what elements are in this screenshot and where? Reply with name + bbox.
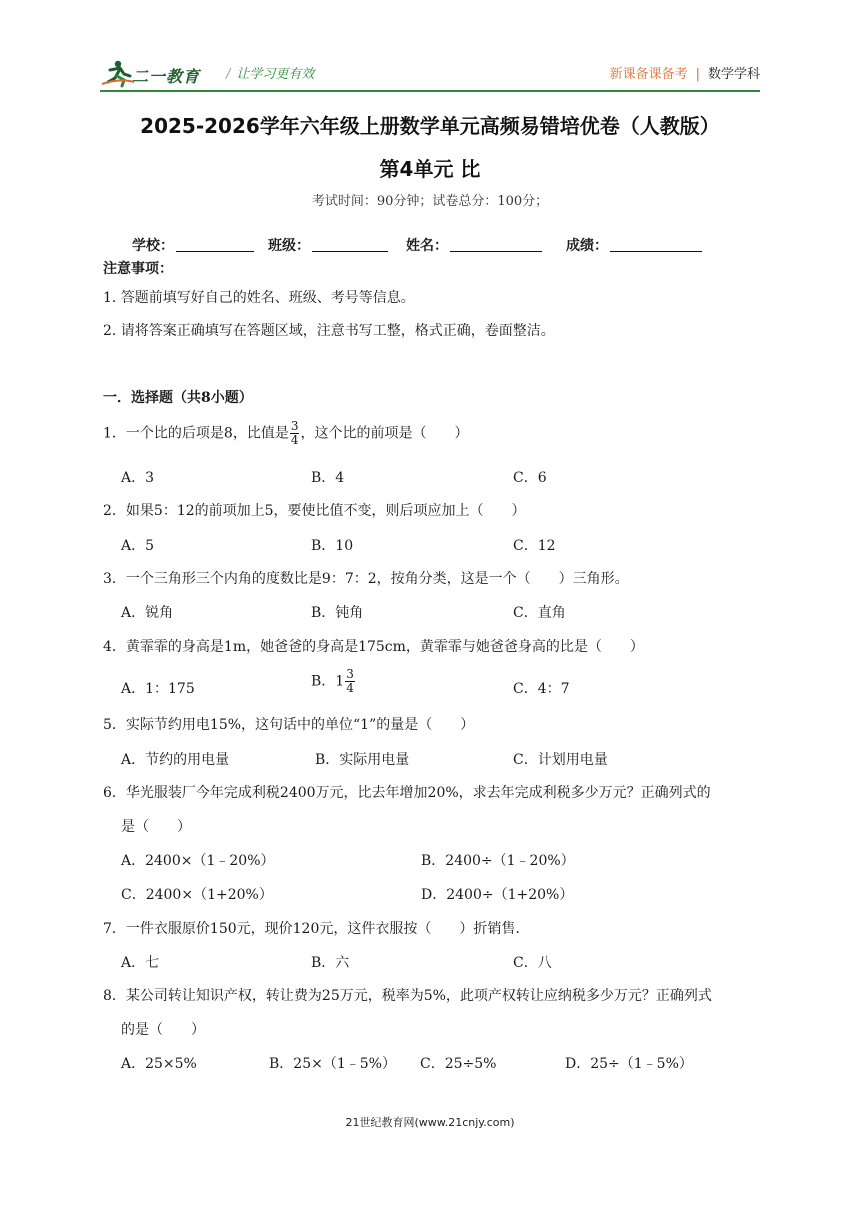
question-3: 3．一个三角形三个内角的度数比是9：7：2，按角分类，这是一个（ ）三角形。 [103, 571, 629, 587]
question-6: 6．华光服装厂今年完成利税2400万元，比去年增加20%，求去年完成利税多少万元？正确列式的 [103, 785, 711, 801]
option-b[interactable] [311, 668, 356, 695]
class-field[interactable] [268, 235, 388, 255]
option-c[interactable]: C．6 [513, 470, 547, 486]
question-7: 7．一件衣服原价150元，现价120元，这件衣服按（ ）折销售. [103, 921, 520, 937]
page-header [100, 58, 760, 92]
question-6-cont: 是（ ） [121, 819, 191, 835]
question-text: 1．一个比的后项是8，比值是 [103, 425, 289, 442]
option-b-whole: B．1 [311, 673, 345, 690]
option-a[interactable]: A．节约的用电量 [121, 752, 230, 768]
fraction [290, 420, 300, 447]
slogan [226, 63, 314, 82]
logo-text: 二一教育 [132, 67, 201, 86]
option-c[interactable]: C．计划用电量 [513, 752, 608, 768]
option-b[interactable]: B．六 [311, 955, 350, 971]
option-c[interactable]: C．2400×（1+20%） [121, 887, 273, 903]
exam-info: 考试时间：90分钟；试卷总分：100分； [311, 194, 549, 209]
header-tag: 新课备课备考 [609, 67, 688, 82]
option-b[interactable]: B．4 [311, 470, 345, 486]
note-item: 2. 请将答案正确填写在答题区域，注意书写工整，格式正确，卷面整洁。 [103, 323, 555, 339]
fraction-denominator: 4 [346, 681, 354, 695]
fraction-numerator: 3 [290, 419, 299, 433]
option-a[interactable]: A．5 [121, 538, 155, 554]
option-c[interactable]: C．直角 [513, 605, 566, 621]
option-a[interactable]: A．2400×（1﹣20%） [121, 853, 275, 869]
question-1 [103, 420, 468, 447]
option-c[interactable]: C．4：7 [513, 681, 570, 697]
question-text: ，这个比的前项是（ ） [300, 425, 469, 442]
header-right [610, 63, 760, 82]
school-label: 学校： [132, 238, 174, 254]
option-c[interactable]: C．八 [513, 955, 552, 971]
option-a[interactable]: A．25×5% [121, 1056, 197, 1072]
header-subject: 数学学科 [707, 67, 760, 82]
name-blank[interactable] [450, 237, 542, 252]
option-d[interactable]: D．25÷（1﹣5%） [565, 1056, 693, 1072]
school-field[interactable] [132, 235, 254, 255]
option-b[interactable]: B．实际用电量 [315, 752, 410, 768]
fraction-numerator: 3 [346, 667, 354, 681]
name-field[interactable] [406, 235, 542, 255]
score-label: 成绩： [566, 238, 608, 254]
slogan-text: 让学习更有效 [236, 67, 315, 82]
question-8: 8．某公司转让知识产权，转让费为25万元，税率为5%，此项产权转让应纳税多少万元？正确列式 [103, 988, 712, 1004]
option-b[interactable]: B．25×（1﹣5%） [269, 1056, 396, 1072]
question-5: 5．实际节约用电15%，这句话中的单位“1”的量是（ ） [103, 717, 475, 733]
header-separator: | [695, 67, 700, 82]
header-divider [100, 90, 760, 92]
question-2: 2．如果5：12的前项加上5，要使比值不变，则后项应加上（ ） [103, 503, 526, 519]
option-a[interactable]: A．七 [121, 955, 160, 971]
option-d[interactable]: D．2400÷（1+20%） [421, 887, 574, 903]
section-title: 一．选择题（共8小题） [103, 390, 253, 406]
slogan-slash: / [226, 67, 231, 82]
score-blank[interactable] [610, 237, 702, 252]
option-c[interactable]: C．25÷5% [420, 1056, 497, 1072]
option-a[interactable]: A．1：175 [121, 681, 195, 697]
option-b[interactable]: B．钝角 [311, 605, 364, 621]
page-footer: 21世纪教育网(www.21cnjy.com) [345, 1116, 515, 1129]
school-blank[interactable] [176, 237, 254, 252]
option-a[interactable]: A．锐角 [121, 605, 174, 621]
unit-title: 第4单元 比 [379, 157, 481, 181]
class-blank[interactable] [312, 237, 388, 252]
option-a[interactable]: A．3 [121, 470, 155, 486]
name-label: 姓名： [406, 238, 448, 254]
option-c[interactable]: C．12 [513, 538, 556, 554]
question-4: 4．黄霏霏的身高是1m，她爸爸的身高是175cm，黄霏霏与她爸爸身高的比是（ ） [103, 639, 644, 655]
score-field[interactable] [566, 235, 702, 255]
option-b[interactable]: B．2400÷（1﹣20%） [421, 853, 575, 869]
class-label: 班级： [268, 238, 310, 254]
fraction-denominator: 4 [290, 433, 299, 447]
fraction [345, 668, 355, 695]
notes-heading: 注意事项： [103, 261, 173, 277]
option-b[interactable]: B．10 [311, 538, 354, 554]
question-8-cont: 的是（ ） [121, 1022, 205, 1038]
note-item: 1. 答题前填写好自己的姓名、班级、考号等信息。 [103, 290, 415, 306]
page-title: 2025-2026学年六年级上册数学单元高频易错培优卷（人教版） [140, 114, 720, 138]
